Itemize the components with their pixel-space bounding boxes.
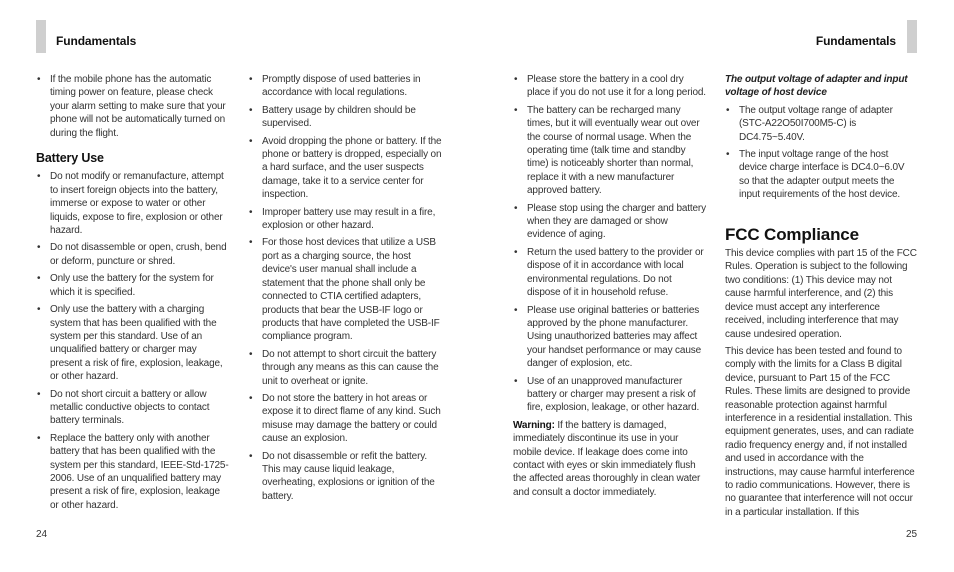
list-item: • Return the used battery to the provider or dispose of it in accordance with local environmental regulations. Do not dispose of it in household refuse. — [513, 246, 706, 300]
column-2 — [248, 73, 444, 507]
left-header-title: Fundamentals — [56, 34, 137, 48]
warning-text: If the battery is damaged, immediately discontinue its use in your mobile device. If leakage does come into contact with eyes or skin immediately flush the affected areas thoroughly in clean water and consult a doctor immediately. — [513, 419, 701, 498]
column-1 — [36, 73, 230, 516]
battery-use-list — [36, 170, 230, 512]
list-item: • Please stop using the charger and battery when they are damaged or show evidence of aging. — [513, 202, 706, 242]
list-item: • Battery usage by children should be supervised. — [248, 104, 444, 131]
left-page-tab — [36, 20, 46, 53]
list-item: • Only use the battery with a charging system that has been qualified with the system per this standard. Use of an unqualified battery or charger may present a risk of fire, explosion, leakage, or other hazard. — [36, 303, 230, 383]
warning-label: Warning: — [513, 419, 555, 431]
voltage-list — [725, 104, 917, 202]
list-item: • Promptly dispose of used batteries in accordance with local regulations. — [248, 73, 444, 100]
right-page-number: 25 — [906, 529, 918, 540]
list-item: • The battery can be recharged many times, but it will eventually wear out over the course of normal usage. When the operating time (talk time and standby time) is noticeably shorter than normal, replace it with a new manufacturer approved battery. — [513, 104, 706, 198]
battery-use-heading: Battery Use — [36, 151, 104, 166]
column-3 — [513, 73, 706, 503]
list-item: • Do not short circuit a battery or allow metallic conductive objects to contact battery terminals. — [36, 388, 230, 428]
fcc-paragraph-1: This device complies with part 15 of the FCC Rules. Operation is subject to the following two conditions: (1) This device may not cause harmful interference, and (2) this device must accept any interference received, including interference that may cause undesired operation. — [725, 248, 917, 340]
output-voltage-heading: The output voltage of adapter and input voltage of host device — [725, 74, 908, 99]
list-item: • Use of an unapproved manufacturer battery or charger may present a risk of fire, explosion, leakage, or other hazard. — [513, 375, 706, 415]
warning-paragraph — [513, 419, 706, 499]
right-page-tab — [907, 20, 917, 53]
list-item: • Do not disassemble or open, crush, bend or deform, puncture or shred. — [36, 241, 230, 268]
list-item: • For those host devices that utilize a USB port as a charging source, the host device's user manual shall include a statement that the phone shall only be connected to CTIA certified adapters, products that bear the USB-IF logo or products that have completed the USB-IF compliance program. — [248, 236, 444, 343]
list-item: • The input voltage range of the host device charge interface is DC4.0~6.0V so that the adapter output meets the input requirements of the host device. — [725, 148, 917, 202]
column-4 — [725, 73, 917, 523]
list-item: • Improper battery use may result in a fire, explosion or other hazard. — [248, 206, 444, 233]
list-item: • Replace the battery only with another battery that has been qualified with the system per this standard, IEEE-Std-1725-2006. Use of an unqualified battery may present a risk of fire, explosion, leakage or other hazard. — [36, 432, 230, 512]
list-item: • Do not store the battery in hot areas or expose it to direct flame of any kind. Such misuse may damage the battery or could cause an explosion. — [248, 392, 444, 446]
list-item: • If the mobile phone has the automatic timing power on feature, please check your alarm setting to make sure that your phone will not be automatically turned on during the flight. — [36, 73, 230, 140]
intro-list — [36, 73, 230, 140]
list-item: • Please use original batteries or batteries approved by the phone manufacturer. Using unauthorized batteries may affect your handset performance or may cause danger of explosion, etc. — [513, 304, 706, 371]
list-item: • Only use the battery for the system for which it is specified. — [36, 272, 230, 299]
list-item: • Do not attempt to short circuit the battery through any means as this can cause the unit to overheat or ignite. — [248, 348, 444, 388]
battery-safety-list — [248, 73, 444, 503]
fcc-paragraph-2: This device has been tested and found to comply with the limits for a Class B digital device, pursuant to Part 15 of the FCC Rules. These limits are designed to provide reasonable protection against harmful interference in a residential installation. This equipment generates, uses, and can radiate radio frequency energy and, if not installed and used in accordance with the instructions, may cause harmful interference to radio communications. However, there is no guarantee that interference will not occur in a particular installation. If this — [725, 345, 915, 518]
list-item: • Do not disassemble or refit the battery. This may cause liquid leakage, overheating, explosions or ignition of the battery. — [248, 450, 444, 504]
battery-care-list — [513, 73, 706, 415]
left-page-number: 24 — [36, 529, 48, 540]
right-header-title: Fundamentals — [815, 34, 896, 48]
list-item: • The output voltage range of adapter (STC-A22O50I700M5-C) is DC4.75~5.40V. — [725, 104, 917, 144]
list-item: • Avoid dropping the phone or battery. If the phone or battery is dropped, especially on a hard surface, and the user suspects damage, take it to a service center for inspection. — [248, 135, 444, 202]
fcc-compliance-heading: FCC Compliance — [725, 224, 859, 244]
list-item: • Do not modify or remanufacture, attempt to insert foreign objects into the battery, immerse or expose to water or other liquids, expose to fire, explosion or other hazard. — [36, 170, 230, 237]
list-item: • Please store the battery in a cool dry place if you do not use it for a long period. — [513, 73, 706, 100]
